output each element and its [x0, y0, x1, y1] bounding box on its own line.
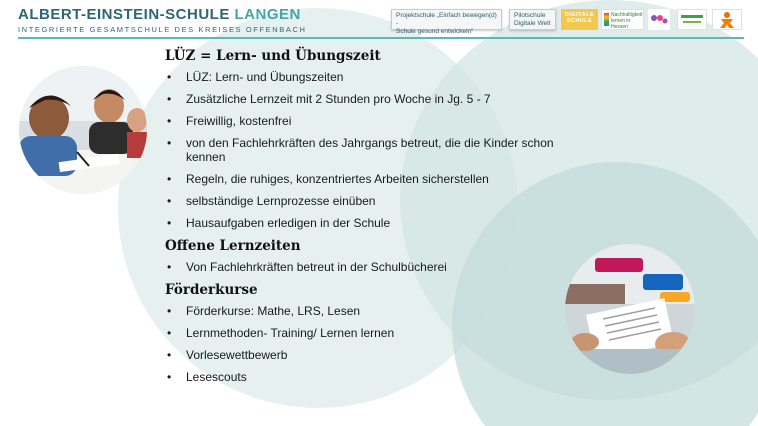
- badge-line: Projektschule „Einfach bewegen(d) -: [396, 12, 497, 27]
- header-divider: [18, 37, 744, 39]
- section-heading: LÜZ = Lern- und Übungszeit: [165, 48, 381, 64]
- partner-logo[interactable]: [648, 9, 670, 30]
- badge-line: Pilotschule: [514, 12, 546, 19]
- list-item: • Zusätzliche Lernzeit mit 2 Stunden pro Woche in Jg. 5 - 7: [165, 92, 585, 106]
- badge-line: Digitale Welt: [514, 20, 551, 27]
- badge-line: Schule gesund entwickeln“: [396, 28, 474, 35]
- badge-pilotschule[interactable]: [509, 9, 556, 30]
- school-name-accent: LANGEN: [234, 6, 301, 23]
- bullet-list: [165, 70, 585, 230]
- section-heading: Offene Lernzeiten: [165, 238, 301, 254]
- students-writing-image: [19, 66, 147, 194]
- digitale-schule-logo[interactable]: [561, 9, 598, 30]
- green-logo-icon: [678, 10, 706, 29]
- section-offene-lernzeiten: [165, 238, 585, 274]
- list-item: • LÜZ: Lern- und Übungszeiten: [165, 70, 585, 84]
- main-content: [165, 48, 585, 392]
- list-item: • Regeln, die ruhiges, konzentriertes Arbeiten sicherstellen: [165, 172, 585, 186]
- list-item: • selbständige Lernprozesse einüben: [165, 194, 585, 208]
- partner-logo-figure[interactable]: [712, 9, 742, 30]
- section-luez: [165, 48, 585, 230]
- list-item: • Lernmethoden- Training/ Lernen lernen: [165, 326, 585, 340]
- section-heading: Förderkurse: [165, 282, 258, 298]
- digitale-schule-text: DIGITALE SCHULE: [564, 12, 595, 24]
- classroom-photo: [19, 66, 147, 194]
- dots-icon: [648, 9, 670, 30]
- school-name-main: ALBERT-EINSTEIN-SCHULE: [18, 6, 230, 23]
- colorbar-icon: [604, 13, 609, 26]
- school-name: [18, 6, 301, 23]
- partner-logo-green[interactable]: [677, 9, 707, 30]
- badge-projektschule[interactable]: [391, 9, 502, 35]
- figure-icon: [713, 10, 741, 29]
- list-item: • von den Fachlehrkräften des Jahrgangs betreut, die die Kinder schon kennen: [165, 136, 585, 164]
- list-item: • Förderkurse: Mathe, LRS, Lesen: [165, 304, 585, 318]
- header: [0, 0, 758, 42]
- list-item: • Vorlesewettbewerb: [165, 348, 585, 362]
- list-item: • Von Fachlehrkräften betreut in der Schulbücherei: [165, 260, 585, 274]
- section-foerderkurse: [165, 282, 585, 384]
- bullet-list: [165, 260, 585, 274]
- list-item: • Lesescouts: [165, 370, 585, 384]
- nachhaltigkeit-logo[interactable]: [601, 9, 644, 30]
- list-item: • Hausaufgaben erledigen in der Schule: [165, 216, 585, 230]
- school-subtitle: INTEGRIERTE GESAMTSCHULE DES KREISES OFFENBACH: [18, 25, 307, 34]
- list-item: • Freiwillig, kostenfrei: [165, 114, 585, 128]
- bullet-list: [165, 304, 585, 384]
- nachhaltigkeit-text: Nachhaltigkeit lernen in Hessen: [611, 12, 643, 30]
